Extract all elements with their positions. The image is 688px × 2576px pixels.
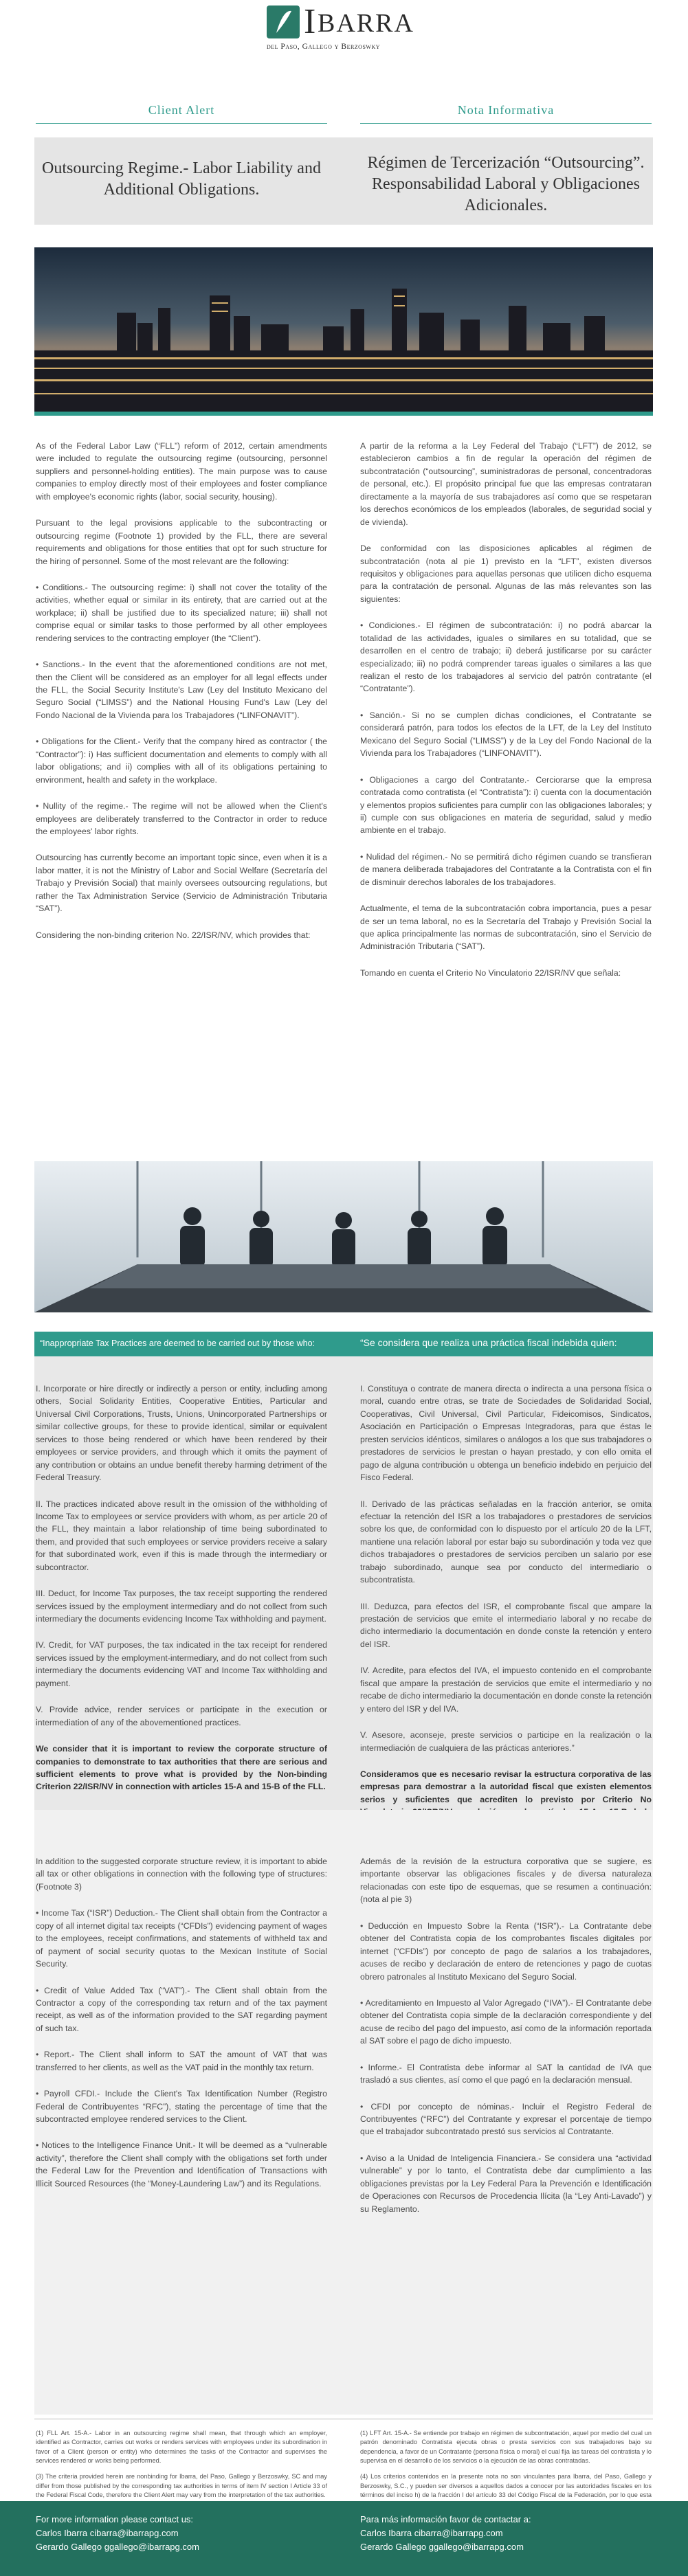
footer-en-contact-2[interactable]: Gerardo Gallego ggallego@ibarrapg.com (36, 2542, 199, 2552)
tab-nota-informativa: Nota Informativa (360, 103, 652, 124)
section1-es: A partir de la reforma a la Ley Federal del Trabajo (“LFT”) de 2012, se establecieron cambios a fin de regular la operación del régimen de subcontratación (“outsourcing”, suministradoras de personal, concentradoras de personal, etc.). El propósito principal fue que las empresas contrataran directamente a la mayoría de sus trabajadores así como que se respetaran los derechos económicos de los empleados (laborales, de seguridad social y de vivienda). De conformidad con las disposiciones aplicables al régimen de subcontratación (nota al pie 1) previsto en la “LFT”, existen diversos requisitos y obligaciones para aquellas personas que utilicen dicho esquema para la contratación de personal. Algunas de las más relevantes son las siguientes: • Condiciones.- El régimen de subcontratación: i) no podrá abarcar la totalidad de las actividades, iguales o similares en su totalidad, que se desarrollen en el centro de trabajo; ii) deberá justificarse por su carácter especializado; iii) no podrá comprender tareas iguales o similares a las que realizan el resto de los trabajadores al servicio del patrón contratante (el “Contratante”). • Sanción.- Si no se cumplen dichas condiciones, el Contratante se considerará patrón, para todos los efectos de la LFT, de la Ley del Instituto Mexicano del Seguro Social (“LIMSS”) y de la Ley del Fondo Nacional de la Vivienda para los Trabajadores (“LINFONAVIT”). • Obligaciones a cargo del Contratante.- Cerciorarse que la empresa contratada como contratista (el “Contratista”): i) cuenta con la documentación y elementos propios suficientes para cumplir con las obligaciones laborales; y ii) cumple con sus obligaciones en materia de seguridad, salud y medio ambiente en el trabajo. • Nulidad del régimen.- No se permitirá dicho régimen cuando se transfieran de manera deliberada trabajadores del Contratante a la Contratista con el fin de disminuir derechos laborales de los trabajadores. Actualmente, el tema de la subcontratación cobra importancia, pues a pesar de ser un tema laboral, no es la Secretaría del Trabajo y Previsión Social la que aplica principalmente las normas de subcontratación, sino el Servicio de Administración Tributaria (“SAT”). Tomando en cuenta el Criterio No Vinculatorio 22/ISR/NV que señala: (360, 441, 652, 978)
logo-leaf-icon (267, 5, 300, 38)
footer-es-contact-1[interactable]: Carlos Ibarra cibarra@ibarrapg.com (360, 2528, 503, 2538)
section3-es: Además de la revisión de la estructura corporativa que se sugiere, es importante observar las obligaciones fiscales y de diversa naturaleza relacionadas con este tipo de esquemas, que se resumen a continuación: (nota al pie 3) • Deducción en Impuesto Sobre la Renta (“ISR”).- La Contratante debe obtener del Contratista copia de los comprobantes fiscales digitales por internet (“CFDIs”) por concepto de pago de salarios a los trabajadores, acuses de recibo y declaración de entero de retenciones y pago de cuotas obrero patronales al Instituto Mexicano del Seguro Social. • Acreditamiento en Impuesto al Valor Agregado (“IVA”).- El Contratante debe obtener del Contratista copia simple de la declaración correspondiente y del acuse de recibo del pago del impuesto, así como de la información reportada al SAT sobre el pago de dicho impuesto. • Informe.- El Contratista debe informar al SAT la cantidad de IVA que trasladó a sus clientes, así como el que pagó en la declaración mensual. • CFDI por concepto de nóminas.- Incluir el Registro Federal de Contribuyentes (“RFC”) del Contratante y expresar el porcentaje de tiempo que el trabajador subcontratado prestó sus servicios al Contratante. • Aviso a la Unidad de Inteligencia Financiera.- Se considera una “actividad vulnerable” y por lo tanto, el Contratista debe dar cumplimiento a las obligaciones previstas por la Ley Federal Para la Prevención e Identificación de Operaciones con Recursos de Procedencia Ilícita (la “Ley Anti-Lavado”) y su Reglamento. (360, 1857, 652, 2214)
section1-en: As of the Federal Labor Law (“FLL”) reform of 2012, certain amendments were included to regulate the outsourcing regime (outsourcing, personnel suppliers and personnel-holding entities). The main purpose was to cause companies to employ directly most of their employees and foster compliance with employee's economic rights (labor, social security, housing). Pursuant to the legal provisions applicable to the subcontracting or outsourcing regime (Footnote 1) provided by the FLL, there are several requirements and obligations for those entities that opt for such structure for the hiring of personnel. Some of the most relevant are the following: • Conditions.- The outsourcing regime: i) shall not cover the totality of the activities, whether equal or similar in its entirety, that are carried out at the workplace; ii) shall be justified due to its specialized nature; iii) shall not comprise equal or similar tasks to those performed by all other employees rendering services to the contracting employer (the “Client”). • Sanctions.- In the event that the aforementioned conditions are not met, then the Client will be considered as an employer for all legal effects under the FLL, the Social Security Institute's Law (Ley del Instituto Mexicano del Seguro Social (“LIMSS”) and the National Housing Fund's Law (Ley del Fondo Nacional de la Vivienda para los Trabajadores (“LINFONAVIT”). • Obligations for the Client.- Verify that the company hired as contractor ( the “Contractor”): i) Has sufficient documentation and elements to comply with all labor obligations; and ii) complies with all of its obligations pertaining to environment, health and safety in the workplace. • Nullity of the regime.- The regime will not be allowed when the Client's employees are deliberately transferred to the Contractor in order to reduce the employees' labor rights. Outsourcing has currently become an important topic since, even when it is a labor matter, it is not the Ministry of Labor and Social Welfare (Secretaría del Trabajo y Previsión Social) that mainly oversees outsourcing regulations, but rather the Tax Administration Service (Servicio de Administración Tributaria “SAT”). Considering the non-binding criterion No. 22/ISR/NV, which provides that: (36, 441, 327, 940)
section2-es: I. Constituya o contrate de manera directa o indirecta a una persona física o moral, cuando entre otras, se trate de Sociedades de Solidaridad Social, Cooperativas, Civil Universal, Civil Particular, Fideicomisos, Sindicatos, Asociación en Participación o Empresas Integradoras, para que éstas le presten servicios idénticos, similares o análogos a los que sus trabajadores o prestadores de servicios le prestan o hayan prestado, y con ello omita el pago de alguna contribución u obtenga un beneficio indebido en perjuicio del Fisco Federal. II. Derivado de las prácticas señaladas en la fracción anterior, se omita efectuar la retención del ISR a los trabajadores o prestadores de servicios sobre los que, de conformidad con lo dispuesto por el artículo 20 de la LFT, mantiene una relación laboral por estar bajo su subordinación y toda vez que dichos trabajadores o prestadores de servicios perciben un salario por ese trabajo subordinado, aunque sea por conducto del intermediario o subcontratista. III. Deduzca, para efectos del ISR, el comprobante fiscal que ampare la prestación de servicios que emite el intermediario laboral y no recabe de dicho intermediario la documentación en donde conste la retención y entero del ISR. IV. Acredite, para efectos del IVA, el impuesto contenido en el comprobante fiscal que ampare la prestación de servicios que emite el intermediario y no recabe de dicho intermediario la documentación en donde conste la retención y entero del ISR y del IVA. V. Asesore, aconseje, preste servicios o participe en la realización o la intermediación de cualquiera de las prácticas anteriores.” Consideramos que es necesario revisar la estructura corporativa de las empresas para demostrar a la autoridad fiscal que existen elementos serios y suficientes que acrediten lo previsto por Criterio No (360, 1384, 652, 1804)
section2-en: I. Incorporate or hire directly or indirectly a person or entity, including among others, Social Solidarity Entities, Cooperative Entities, Particular and Universal Civil Corporations, Trusts, Unions, Unincorporated Partnerships or similar collective groups, for these to provide identical, similar or equivalent services to those being rendered or which have been rendered by their employees or service providers, and through which it omits the payment of any contribution or obtains an undue benefit thereby harming detriment of the Federal Treasury. II. The practices indicated above result in the omission of the withholding of Income Tax to employees or service providers with whom, as per article 20 of the FLL, they maintain a labor relationship of time being subordinated to them, and provided that such employees or service providers receive a salary for that subordinated work, even if this is made through the intermediary or subcontractor. III. Deduct, for Income Tax purposes, the tax receipt supporting the rendered services issued by the employment intermediary and do not collect from such intermediary the documents evidencing Income Tax withholding and payment. IV. Credit, for VAT purposes, the tax indicated in the tax receipt for rendered services issued by the employment-intermediary, and do not collect from such intermediary the documents evidencing VAT and Income Tax withholding and payment. V. Provide advice, render services or participate in the execution or intermediation of any of the abovementioned practices. We consider that it is important to review the corporate structure of companies to demonstrate to tax authorities that there are serious and sufficient elements to prove what is provided by the Non-binding Criterion 22/ISR/NV in connection with articles 15-A and 15-B of the FLL. (36, 1384, 327, 1792)
title-en: Outsourcing Regime.- Labor Liability and Additional Obligations. (42, 159, 321, 199)
footer-en-title: For more information please contact us: (36, 2514, 194, 2524)
logo-initial: I (304, 2, 316, 41)
footnotes-en: (1) FLL Art. 15-A.- Labor in an outsourcing regime shall mean, that through which an employer, identified as Contractor, carries out works or renders services with employees under its subordination in favor of a Client (person or entity) who determines the tasks of the Contractor and supervises the services rendered or works being performed. (3) The criteria provided herein are nonbinding for Ibarra, del Paso, Gallego y Berzoswky, SC and may differ from those published by the corresponding tax authorities in terms of item IV section I Article 33 of the Federal Fiscal Code, therefore the Client Alert may vary from the interpretation of the tax authorities. (36, 2430, 327, 2499)
footer-es-title: Para más información favor de contactar a: (360, 2514, 531, 2524)
footer-es-contact-2[interactable]: Gerardo Gallego ggallego@ibarrapg.com (360, 2542, 524, 2552)
meeting-image (34, 1161, 653, 1312)
brand-header (0, 0, 688, 72)
section3-en: In addition to the suggested corporate structure review, it is important to abide all tax or other obligations in connection with the following type of structures: (Footnote 3) • Income Tax (“ISR”) Deduction.- The Client shall obtain from the Contractor a copy of all internet digital tax receipts (“CFDIs”) evidencing payment of wages to the employees, receipt confirmations, and statements of withheld tax and of payment of social security quotas to the Mexican Institute of Social Security. • Credit of Value Added Tax (“VAT”).- The Client shall obtain from the Contractor a copy of the corresponding tax return and of the tax payment receipt, as well as of the information provided to the SAT regarding payment of such tax. • Report.- The Client shall inform to SAT the amount of VAT that was transferred to her clients, as well as the VAT paid in the monthly tax return. • Payroll CFDI.- Include the Client's Tax Identification Number (Registro Federal de Contribuyentes “RFC”), stating the percentage of time that the subcontracted employee rendered services to the Client. • Notices to the Intelligence Finance Unit.- It will be deemed as a “vulnerable activity”, therefore the Client shall comply with the obligations set forth under the Federal Law for the Prevention and Identification of Transactions with Illicit Sourced Resources (the “Money-Laundering Law”) and its Regulations. (36, 1857, 327, 2188)
title-es: Régimen de Tercerización “Outsourcing”. Responsabilidad Laboral y Obligaciones Adicionales. (367, 154, 645, 215)
footer-en-contact-1[interactable]: Carlos Ibarra cibarra@ibarrapg.com (36, 2528, 179, 2538)
logo-subtitle: del Paso, Gallego y Berzoswky (267, 43, 381, 51)
quote-band-es: “Se considera que realiza una práctica fiscal indebida quien: (360, 1337, 617, 1348)
footnotes-es: (1) LFT Art. 15-A.- Se entiende por trabajo en régimen de subcontratación, aquel por medio del cual un patrón denominado Contratista ejecuta obras o presta servicios con sus trabajadores bajo su dependencia, a favor de un Contratante (persona física o moral) el cual fija las tareas del contratista y lo supervisa en el desarrollo de los servicios o la ejecución de las obras contratadas. (4) Los criterios contenidos en la presente nota no son vinculantes para Ibarra, del Paso, Gallego y Berzoswky, S.C., y pueden ser diversos a aquellos dados a conocer por las autoridades fiscales en los términos del inciso h) de la fracción I del artículo 33 del Código Fiscal de la Federación, por lo que esta (360, 2430, 652, 2499)
logo-name: BARRA (318, 9, 414, 38)
logo-mark (267, 5, 300, 38)
tab-client-alert: Client Alert (36, 103, 327, 124)
contact-footer (0, 2501, 688, 2576)
city-skyline-image (34, 247, 653, 416)
quote-band-en: “Inappropriate Tax Practices are deemed to be carried out by those who: (40, 1339, 315, 1348)
